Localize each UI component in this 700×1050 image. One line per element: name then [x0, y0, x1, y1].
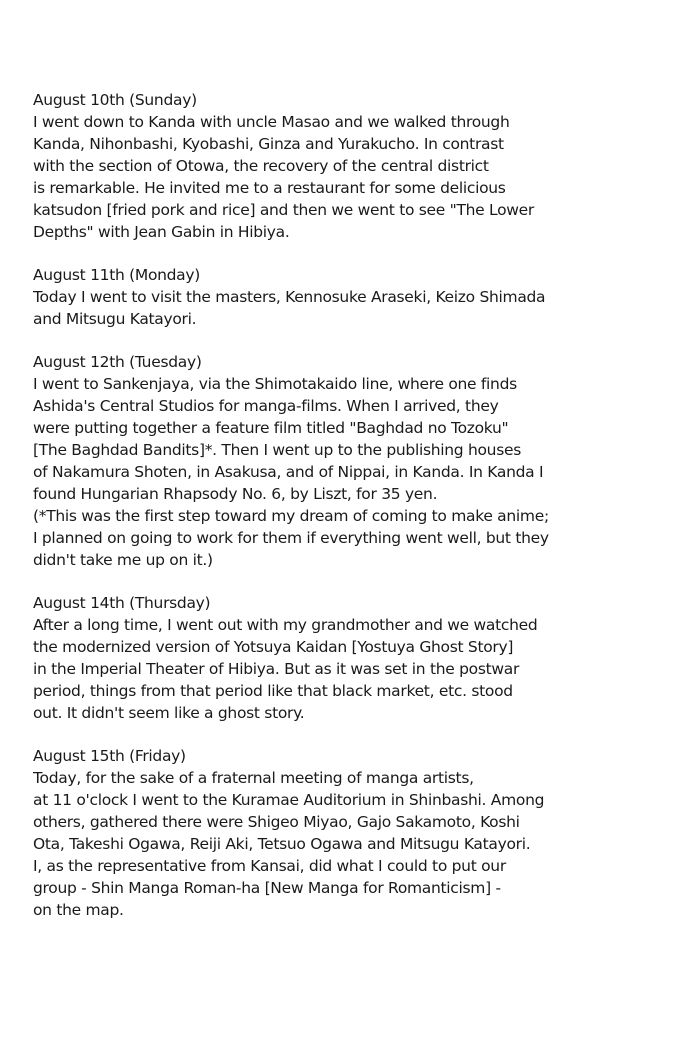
entry-text-line: I planned on going to work for them if everything went well, but they	[33, 529, 549, 547]
entry-text-line: in the Imperial Theater of Hibiya. But as it was set in the postwar	[33, 660, 520, 678]
entry-text-line: at 11 o'clock I went to the Kuramae Auditorium in Shinbashi. Among	[33, 791, 545, 809]
entry-text-line: were putting together a feature film titled "Baghdad no Tozoku"	[33, 419, 509, 437]
entry-text-line: Depths" with Jean Gabin in Hibiya.	[33, 223, 290, 241]
entry-text-line: with the section of Otowa, the recovery of the central district	[33, 157, 489, 175]
entry-text-line: is remarkable. He invited me to a restaurant for some delicious	[33, 179, 506, 197]
entry-text-line: Today I went to visit the masters, Kennosuke Araseki, Keizo Shimada	[33, 288, 546, 306]
diary-entry	[33, 264, 549, 330]
entry-text-line: on the map.	[33, 901, 124, 919]
entry-text-line: and Mitsugu Katayori.	[33, 310, 197, 328]
diary-entry	[33, 351, 549, 571]
entry-date-heading: August 11th (Monday)	[33, 266, 201, 284]
entry-text-line: period, things from that period like that black market, etc. stood	[33, 682, 513, 700]
entry-text-line: group - Shin Manga Roman-ha [New Manga for Romanticism] -	[33, 879, 501, 897]
entry-text-line: of Nakamura Shoten, in Asakusa, and of Nippai, in Kanda. In Kanda I	[33, 463, 544, 481]
entry-text-line: (*This was the first step toward my dream of coming to make anime;	[33, 507, 549, 525]
entry-text-line: Kanda, Nihonbashi, Kyobashi, Ginza and Yurakucho. In contrast	[33, 135, 504, 153]
entry-text-line: Ota, Takeshi Ogawa, Reiji Aki, Tetsuo Ogawa and Mitsugu Katayori.	[33, 835, 531, 853]
diary-entry	[33, 592, 549, 724]
entry-text-line: didn't take me up on it.)	[33, 551, 213, 569]
entry-text-line: Ashida's Central Studios for manga-films. When I arrived, they	[33, 397, 499, 415]
entry-text-line: the modernized version of Yotsuya Kaidan [Yostuya Ghost Story]	[33, 638, 514, 656]
entry-text-line: I, as the representative from Kansai, did what I could to put our	[33, 857, 506, 875]
diary-page	[33, 89, 549, 942]
entry-text-line: After a long time, I went out with my grandmother and we watched	[33, 616, 538, 634]
entry-text-line: out. It didn't seem like a ghost story.	[33, 704, 305, 722]
entry-text-line: I went to Sankenjaya, via the Shimotakaido line, where one finds	[33, 375, 517, 393]
diary-entry	[33, 89, 549, 243]
entry-date-heading: August 14th (Thursday)	[33, 594, 211, 612]
entry-date-heading: August 15th (Friday)	[33, 747, 186, 765]
entry-text-line: I went down to Kanda with uncle Masao and we walked through	[33, 113, 510, 131]
entry-date-heading: August 10th (Sunday)	[33, 91, 197, 109]
entry-text-line: others, gathered there were Shigeo Miyao, Gajo Sakamoto, Koshi	[33, 813, 520, 831]
entry-text-line: katsudon [fried pork and rice] and then we went to see "The Lower	[33, 201, 534, 219]
entry-text-line: found Hungarian Rhapsody No. 6, by Liszt, for 35 yen.	[33, 485, 438, 503]
entry-date-heading: August 12th (Tuesday)	[33, 353, 202, 371]
entry-text-line: Today, for the sake of a fraternal meeting of manga artists,	[33, 769, 474, 787]
entry-text-line: [The Baghdad Bandits]*. Then I went up to the publishing houses	[33, 441, 521, 459]
diary-entry	[33, 745, 549, 921]
